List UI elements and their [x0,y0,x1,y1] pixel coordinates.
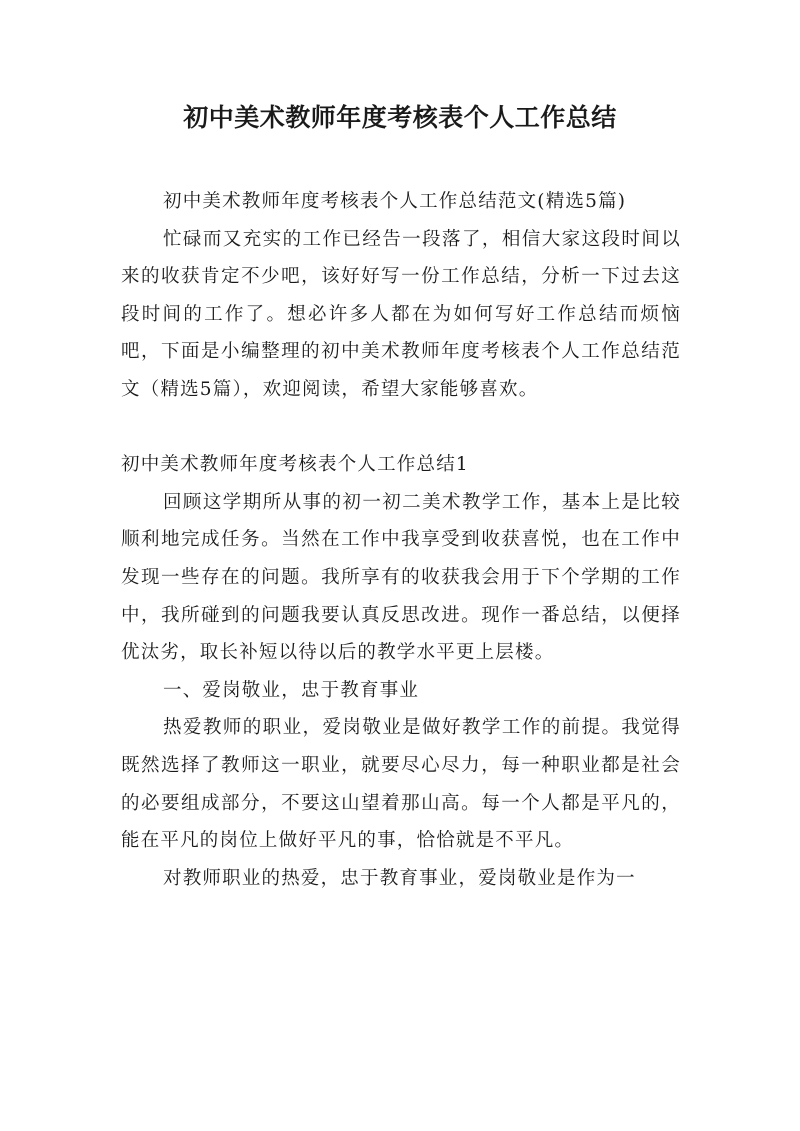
paragraph-subtitle: 初中美术教师年度考核表个人工作总结范文(精选5篇) [163,191,627,212]
section-heading: 初中美术教师年度考核表个人工作总结1 [121,454,469,476]
document-body [121,183,681,897]
paragraph-love-profession: 热爱教师的职业，爱岗敬业是做好教学工作的前提。我觉得既然选择了教师这一职业，就要尽心尽力，每一种职业都是社会的必要组成部分，不要这山望着那山高。每一个人都是平凡的，能在平凡的岗位上做好平凡的事，恰恰就是不平凡。 [121,717,681,852]
paragraph-intro: 忙碌而又充实的工作已经告一段落了，相信大家这段时间以来的收获肯定不少吧，该好好写一份工作总结，分析一下过去这段时间的工作了。想必许多人都在为如何写好工作总结而烦恼吧，下面是小编整理的初中美术教师年度考核表个人工作总结范文（精选5篇），欢迎阅读，希望大家能够喜欢。 [121,228,681,400]
subsection-heading: 一、爱岗敬业，忠于教育事业 [163,679,420,701]
paragraph-continuation: 对教师职业的热爱，忠于教育事业，爱岗敬业是作为一 [163,867,636,889]
paragraph-review: 回顾这学期所从事的初一初二美术教学工作，基本上是比较顺利地完成任务。当然在工作中我享受到收获喜悦，也在工作中发现一些存在的问题。我所享有的收获我会用于下个学期的工作中，我所碰到的问题我要认真反思改进。现作一番总结，以便择优汰劣，取长补短以待以后的教学水平更上层楼。 [121,491,681,664]
document-title: 初中美术教师年度考核表个人工作总结 [183,103,617,132]
paragraph-spacer [121,409,681,447]
